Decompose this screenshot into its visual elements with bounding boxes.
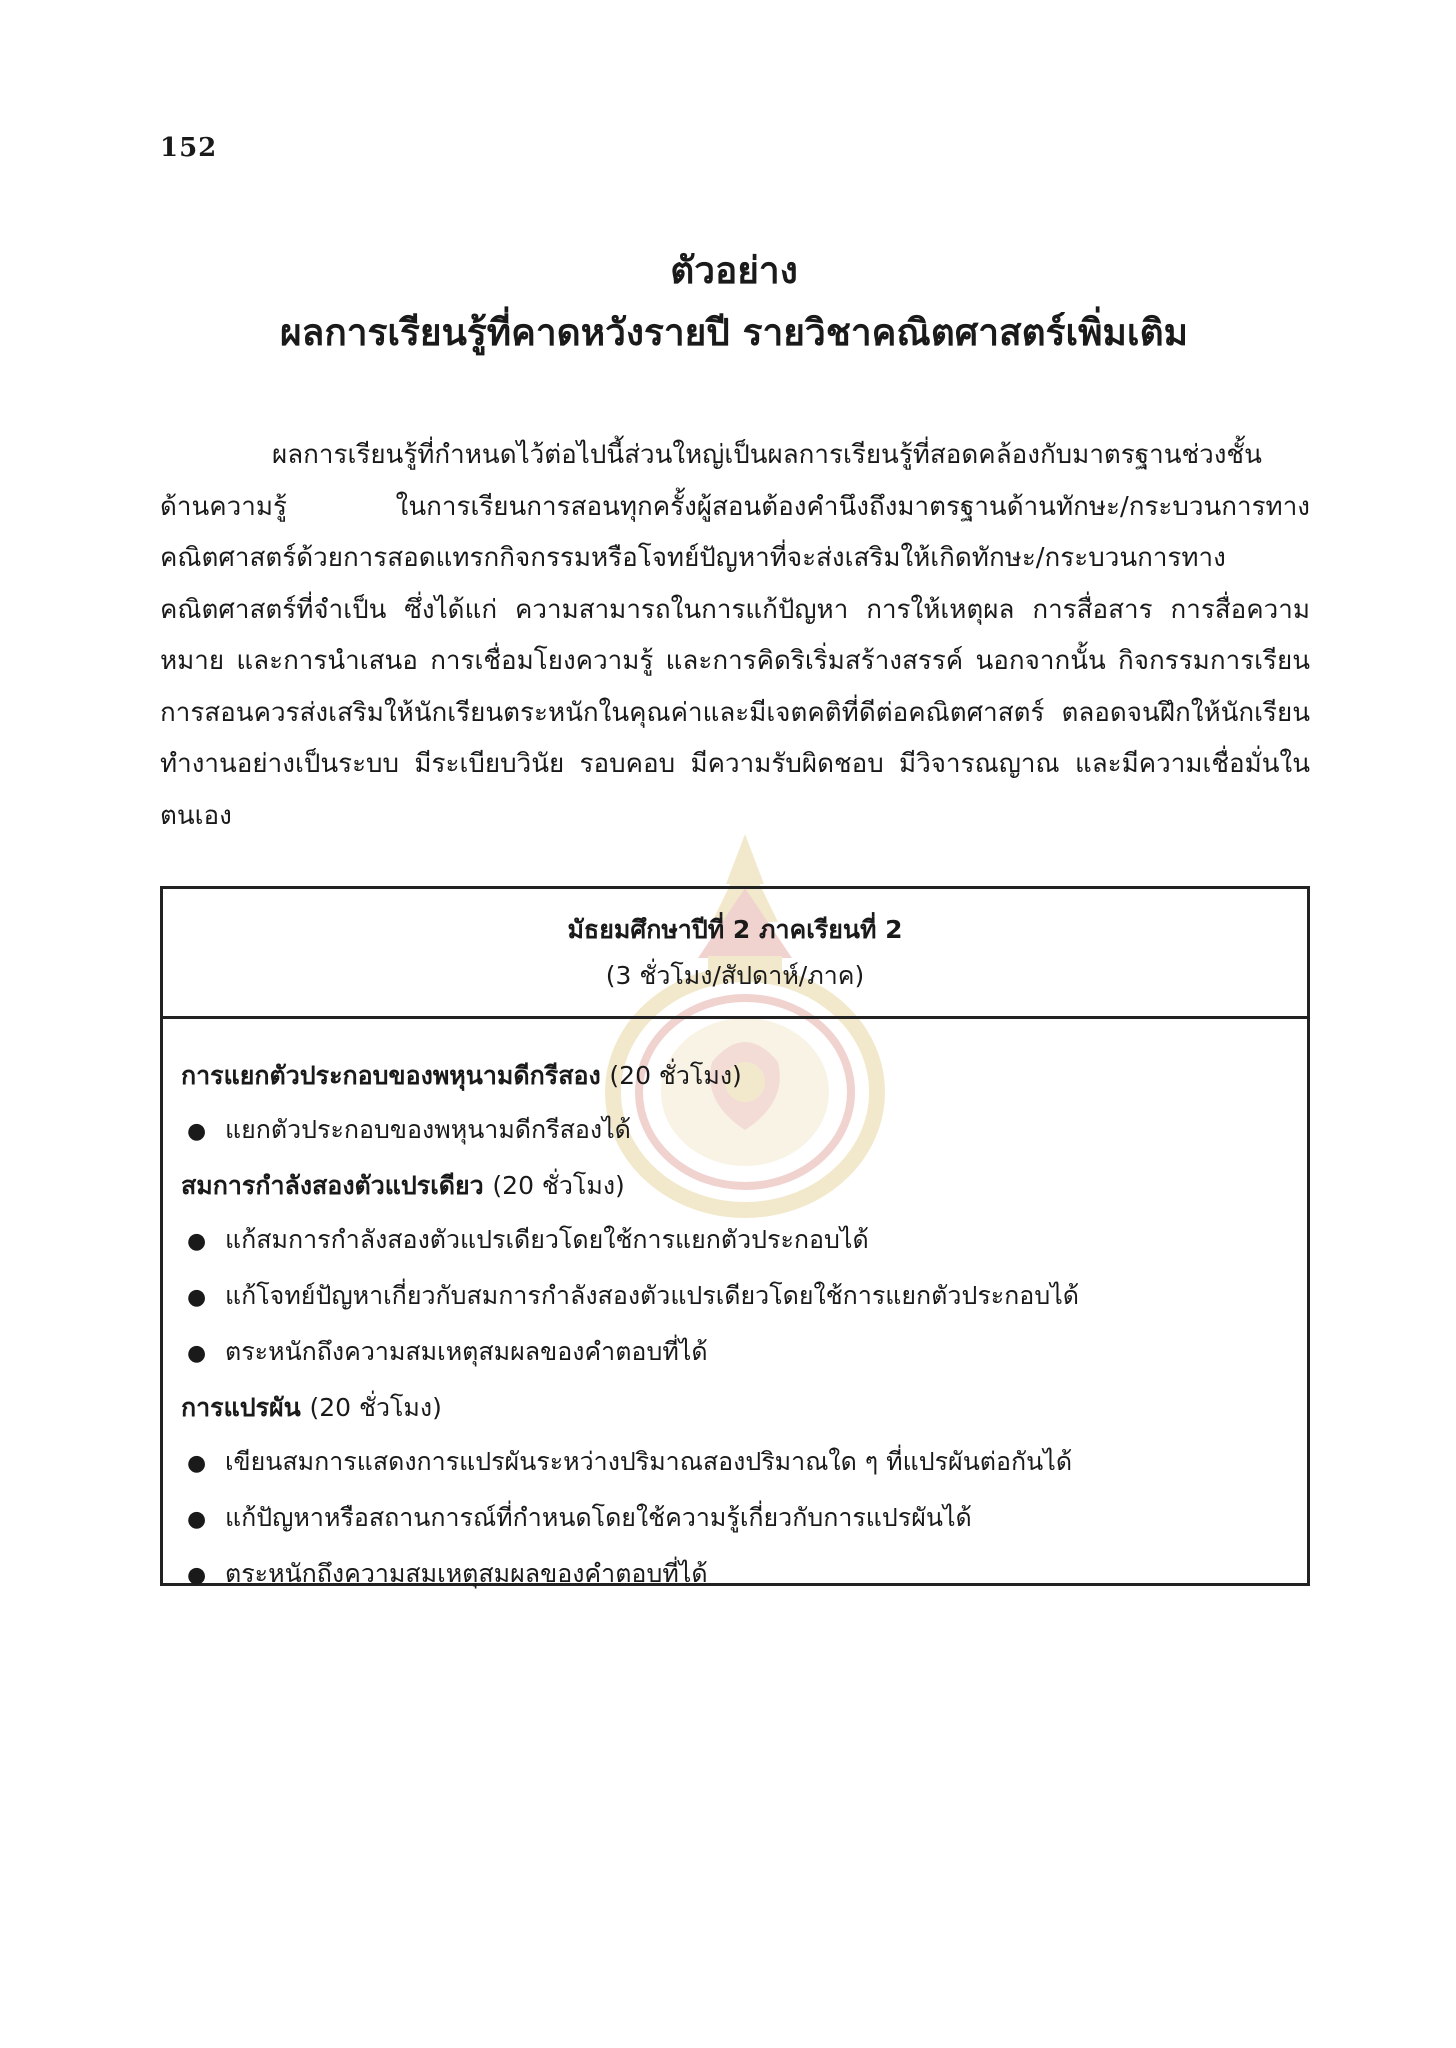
section-title-text: การแยกตัวประกอบของพหุนามดีกรีสอง xyxy=(181,1061,601,1090)
section-title-text: สมการกำลังสองตัวแปรเดียว xyxy=(181,1171,484,1200)
bullet-icon: ● xyxy=(187,1341,207,1366)
bullet-icon: ● xyxy=(187,1119,207,1144)
box-heading: มัธยมศึกษาปีที่ 2 ภาคเรียนที่ 2 xyxy=(567,915,903,944)
box-header xyxy=(163,889,1307,1019)
section-title xyxy=(181,1159,1307,1213)
bullet-text: ตระหนักถึงความสมเหตุสมผลของคำตอบที่ได้ xyxy=(225,1559,708,1588)
learning-outcomes-box xyxy=(160,886,1310,1586)
title-block xyxy=(160,240,1308,364)
bullet-item xyxy=(181,1213,1307,1269)
bullet-text: ตระหนักถึงความสมเหตุสมผลของคำตอบที่ได้ xyxy=(225,1337,708,1366)
section-hours: (20 ชั่วโมง) xyxy=(492,1171,625,1200)
section-hours: (20 ชั่วโมง) xyxy=(609,1061,742,1090)
bullet-text: แยกตัวประกอบของพหุนามดีกรีสองได้ xyxy=(225,1115,631,1144)
section-title xyxy=(181,1381,1307,1435)
bullet-item xyxy=(181,1491,1307,1547)
bullet-icon: ● xyxy=(187,1229,207,1254)
bullet-icon: ● xyxy=(187,1563,207,1588)
bullet-icon: ● xyxy=(187,1507,207,1532)
bullet-text: แก้โจทย์ปัญหาเกี่ยวกับสมการกำลังสองตัวแปรเดียวโดยใช้การแยกตัวประกอบได้ xyxy=(225,1281,1080,1310)
title-line-2: ผลการเรียนรู้ที่คาดหวังรายปี รายวิชาคณิตศาสตร์เพิ่มเติม xyxy=(280,311,1188,354)
section-title xyxy=(181,1049,1307,1103)
intro-paragraph: ผลการเรียนรู้ที่กำหนดไว้ต่อไปนี้ส่วนใหญ่เป็นผลการเรียนรู้ที่สอดคล้องกับมาตรฐานช่วงชั้นด้านความรู้ ในการเรียนการสอนทุกครั้งผู้สอนต้องคำนึงถึงมาตรฐานด้านทักษะ/กระบวนการทางคณิตศาสตร์ด้วยการสอดแทรกกิจกรรมหรือโจทย์ปัญหาที่จะส่งเสริมให้เกิดทักษะ/กระบวนการทางคณิตศาสตร์ที่จำเป็น ซึ่งได้แก่ ความสามารถในการแก้ปัญหา การให้เหตุผล การสื่อสาร การสื่อความหมาย และการนำเสนอ การเชื่อมโยงความรู้ และการคิดริเริ่มสร้างสรรค์ นอกจากนั้น กิจกรรมการเรียนการสอนควรส่งเสริมให้นักเรียนตระหนักในคุณค่าและมีเจตคติที่ดีต่อคณิตศาสตร์ ตลอดจนฝึกให้นักเรียนทำงานอย่างเป็นระบบ มีระเบียบวินัย รอบคอบ มีความรับผิดชอบ มีวิจารณญาณ และมีความเชื่อมั่นในตนเอง xyxy=(160,440,1310,831)
bullet-icon: ● xyxy=(187,1451,207,1476)
section-title-text: การแปรผัน xyxy=(181,1393,301,1422)
bullet-item xyxy=(181,1547,1307,1603)
bullet-item xyxy=(181,1269,1307,1325)
bullet-item xyxy=(181,1103,1307,1159)
box-body xyxy=(163,1019,1307,1603)
bullet-item xyxy=(181,1435,1307,1491)
bullet-icon: ● xyxy=(187,1285,207,1310)
title-line-1: ตัวอย่าง xyxy=(670,249,798,292)
section-hours: (20 ชั่วโมง) xyxy=(309,1393,442,1422)
page-number: 152 xyxy=(160,133,218,163)
bullet-text: แก้สมการกำลังสองตัวแปรเดียวโดยใช้การแยกตัวประกอบได้ xyxy=(225,1225,869,1254)
bullet-item xyxy=(181,1325,1307,1381)
box-subheading: (3 ชั่วโมง/สัปดาห์/ภาค) xyxy=(605,961,865,990)
bullet-text: เขียนสมการแสดงการแปรผันระหว่างปริมาณสองปริมาณใด ๆ ที่แปรผันต่อกันได้ xyxy=(225,1447,1073,1476)
bullet-text: แก้ปัญหาหรือสถานการณ์ที่กำหนดโดยใช้ความรู้เกี่ยวกับการแปรผันได้ xyxy=(225,1503,972,1532)
